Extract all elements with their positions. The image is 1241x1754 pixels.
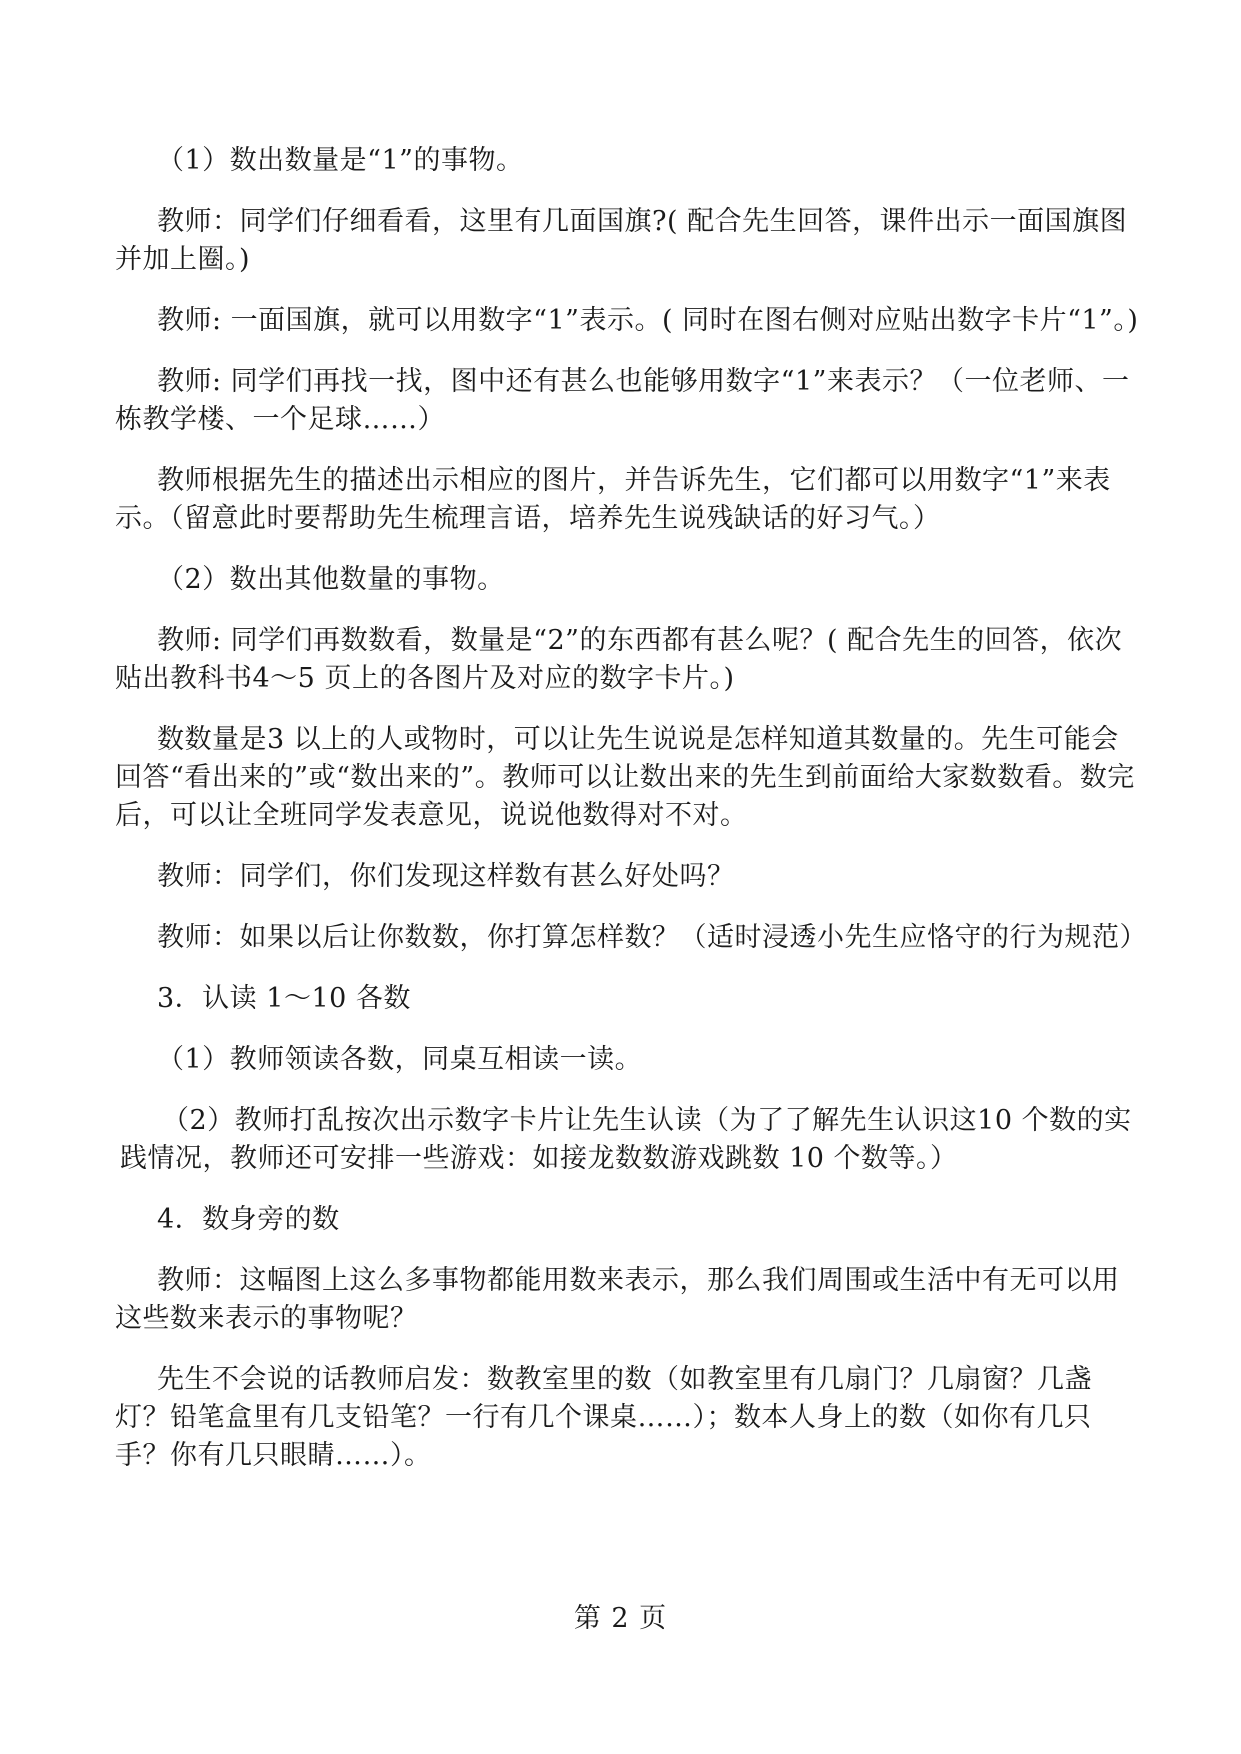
paragraph-teacher-lead-reading: （1）教师领读各数，同桌互相读一读。 — [157, 1044, 643, 1075]
paragraph-teacher-count-two: 教师: 同学们再数数看，数量是“2”的东西都有甚么呢？( 配合先生的回答，依次贴出教科书4～5 页上的各图片及对应的数字卡片。) — [115, 625, 1123, 694]
paragraph-count-one-heading: （1）数出数量是“1”的事物。 — [157, 145, 524, 176]
paragraph-count-three-plus: 数数量是3 以上的人或物时，可以让先生说说是怎样知道其数量的。先生可能会回答“看出来的”或“数出来的”。教师可以让数出来的先生到前面给大家数数看。数完后，可以让全班同学发表意见，说说他数得对不对。 — [115, 724, 1135, 831]
paragraph-count-other-heading: （2）数出其他数量的事物。 — [157, 564, 505, 595]
paragraph-teacher-show-pictures: 教师根据先生的描述出示相应的图片，并告诉先生，它们都可以用数字“1”来表示。（留意此时要帮助先生梳理言语，培养先生说残缺话的好习气。） — [115, 465, 1111, 534]
paragraph-teacher-benefit: 教师：同学们，你们发现这样数有甚么好处吗？ — [157, 861, 735, 892]
paragraph-teacher-flag-number: 教师: 一面国旗，就可以用数字“1”表示。( 同时在图右侧对应贴出数字卡片“1”。) — [157, 305, 1139, 336]
document-body — [115, 142, 1145, 1498]
section-heading-count-around: 4．数身旁的数 — [157, 1204, 340, 1235]
section-heading-read-numbers: 3．认读 1～10 各数 — [157, 983, 411, 1014]
paragraph-teacher-how-count: 教师：如果以后让你数数，你打算怎样数？（适时浸透小先生应恪守的行为规范） — [157, 922, 1147, 953]
paragraph-teacher-prompt: 先生不会说的话教师启发：数教室里的数（如教室里有几扇门？几扇窗？几盏灯？铅笔盒里有几支铅笔？一行有几个课桌……）；数本人身上的数（如你有几只手？你有几只眼睛……）。 — [115, 1364, 1092, 1471]
paragraph-teacher-shuffle-cards: （2）教师打乱按次出示数字卡片让先生认读（为了了解先生认识这10 个数的实践情况，教师还可安排一些游戏：如接龙数数游戏跳数 10 个数等。） — [120, 1105, 1132, 1174]
paragraph-teacher-flag-question: 教师：同学们仔细看看，这里有几面国旗?( 配合先生回答，课件出示一面国旗图并加上圈。) — [115, 206, 1128, 275]
paragraph-teacher-life-numbers: 教师：这幅图上这么多事物都能用数来表示，那么我们周围或生活中有无可以用这些数来表示的事物呢？ — [115, 1265, 1120, 1334]
paragraph-teacher-find-one: 教师: 同学们再找一找，图中还有甚么也能够用数字“1”来表示？（一位老师、一栋教学楼、一个足球……） — [115, 366, 1130, 435]
page-number: 第 2 页 — [573, 1603, 668, 1634]
